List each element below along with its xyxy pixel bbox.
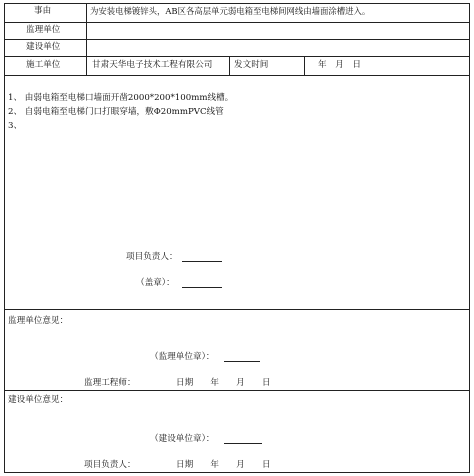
construction-opinion-title: 建设单位意见：	[8, 395, 69, 405]
construction-manager-label: 项目负责人：	[84, 460, 136, 470]
supervision-date-label: 日期 年 月 日	[176, 378, 271, 388]
row-divider	[4, 22, 470, 23]
column-divider	[304, 56, 305, 75]
issue-date-value: 年 月 日	[318, 60, 361, 70]
section-divider	[4, 390, 470, 391]
matter-label: 事由	[34, 6, 52, 16]
supervision-unit-label: 监理单位	[26, 25, 61, 35]
content-item-3: 3、	[8, 121, 23, 131]
construction-unit-label: 建设单位	[26, 42, 61, 52]
seal-signature-line	[182, 278, 222, 288]
document-table	[4, 3, 470, 473]
construction-seal-label: （建设单位章）：	[150, 434, 215, 444]
seal-label: （盖章）：	[136, 278, 175, 288]
content-item-1: 1、 由弱电箱至电梯口墙面开凿2000*200*100mm线槽。	[8, 93, 234, 103]
row-divider	[4, 39, 470, 40]
supervision-opinion-title: 监理单位意见：	[8, 316, 69, 326]
construction-seal-line	[224, 434, 262, 444]
project-manager-signature-line	[182, 252, 222, 262]
supervision-seal-label: （监理单位章）：	[150, 352, 215, 362]
content-item-2: 2、 自弱电箱至电梯门口打眼穿墙，敷Φ20mmPVC线管	[8, 107, 224, 117]
row-divider	[4, 56, 470, 57]
column-divider	[229, 56, 230, 75]
project-manager-label: 项目负责人：	[126, 252, 178, 262]
row-divider	[4, 75, 470, 76]
supervision-seal-line	[224, 352, 260, 362]
contractor-value: 甘肃天华电子技术工程有限公司	[92, 60, 213, 70]
construction-date-label: 日期 年 月 日	[176, 460, 271, 470]
matter-value: 为安装电梯镀锌头，AB区各高层单元弱电箱至电梯间网线由墙面涂槽进入。	[90, 6, 371, 16]
issue-date-label: 发文时间	[234, 60, 269, 70]
contractor-label: 施工单位	[26, 60, 61, 70]
column-divider	[86, 3, 87, 75]
section-divider	[4, 309, 470, 310]
supervision-engineer-label: 监理工程师：	[84, 378, 136, 388]
